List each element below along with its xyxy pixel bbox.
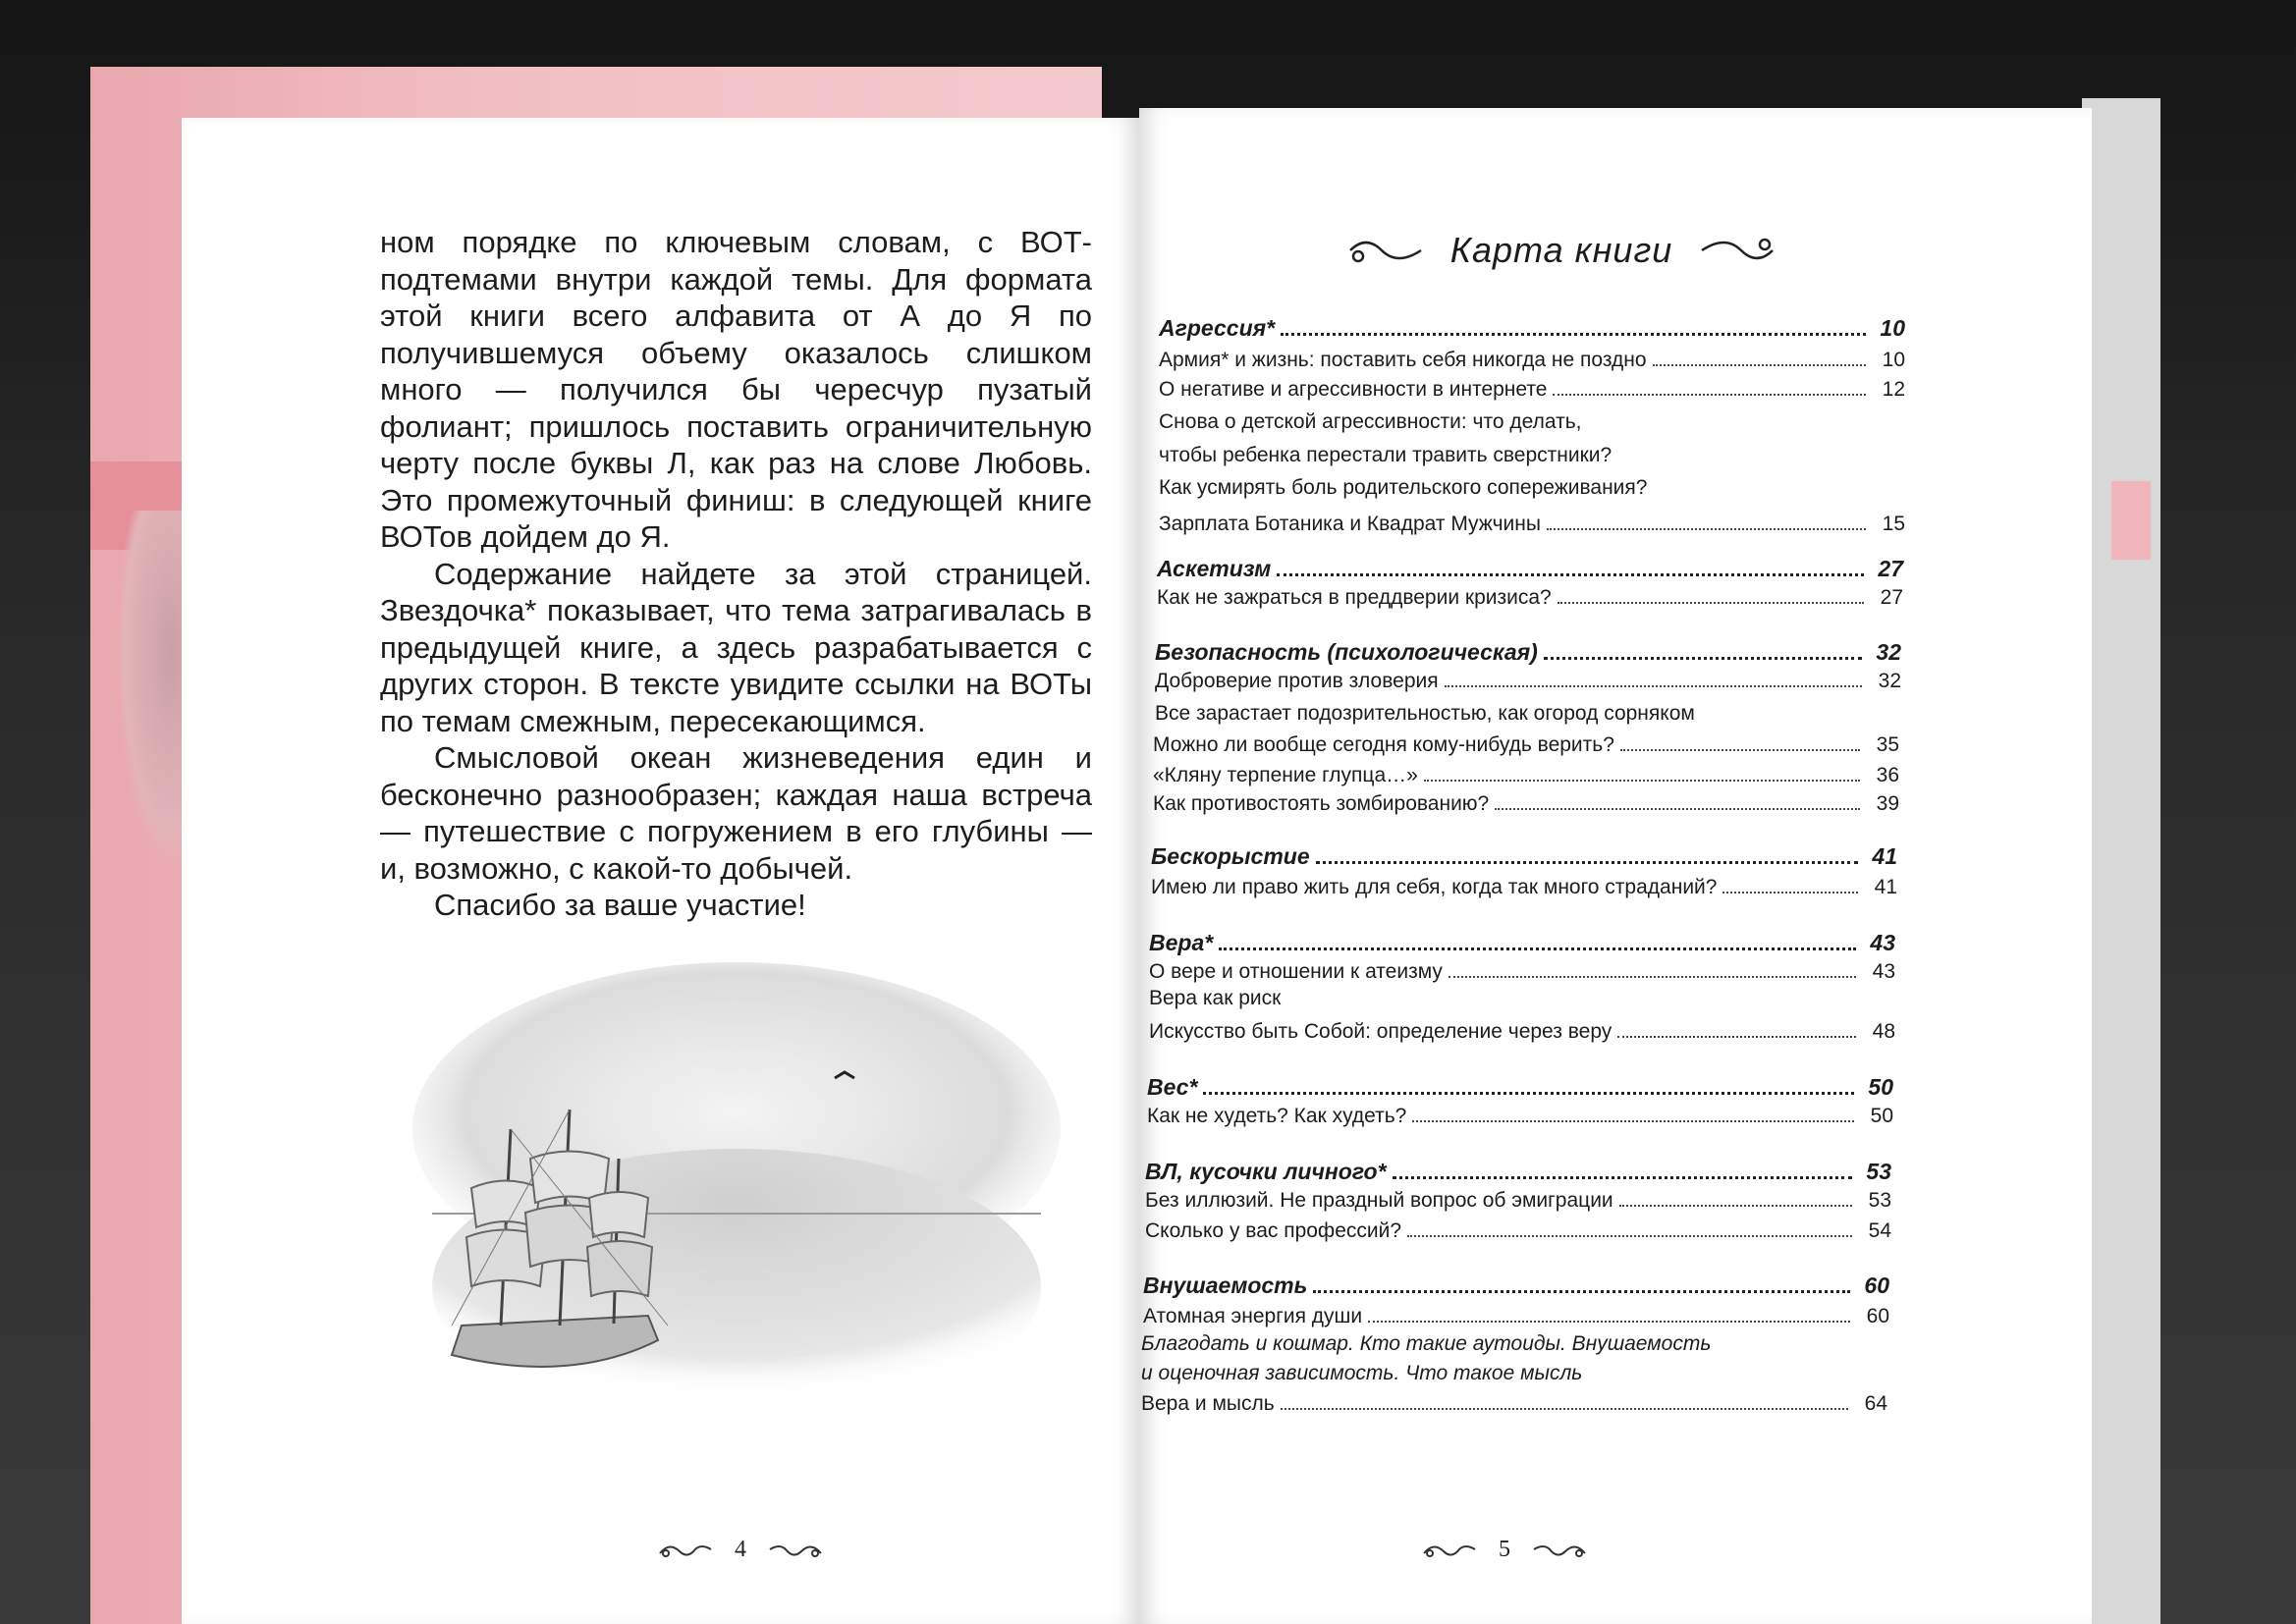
ship-illustration [412, 962, 1061, 1424]
toc-entry-title: Как не зажраться в преддверии кризиса? [1157, 586, 1552, 609]
right-page-folio [1422, 1537, 1587, 1563]
toc-entry [1141, 1332, 1887, 1356]
toc-dot-leader [1424, 780, 1860, 782]
toc-entry-title: Бескорыстие [1151, 843, 1310, 869]
toc-entry [1147, 1105, 1893, 1128]
toc-entry-page: 27 [1880, 586, 1903, 609]
right-page-number: 5 [1499, 1537, 1510, 1562]
paragraph-3: Смысловой океан жизневедения един и бесконечно разнообразен; каждая наша встреча — путешествие с погружением в его глубины — и, возможно, с какой-то добычей. [380, 740, 1092, 886]
toc-dot-leader [1281, 333, 1866, 336]
toc-entry-title: Имею ли право жить для себя, когда так много страданий? [1151, 876, 1718, 898]
toc-entry-title: Вера* [1149, 930, 1214, 955]
toc-section-heading [1155, 639, 1901, 666]
toc-entry-page: 64 [1864, 1392, 1887, 1415]
toc-entry-page: 53 [1868, 1189, 1891, 1212]
toc-section-heading [1149, 930, 1895, 956]
toc-entry-page: 32 [1878, 670, 1901, 692]
toc-entry [1153, 733, 1899, 757]
toc-title-block [1316, 221, 1807, 280]
toc-entry [1143, 1305, 1889, 1328]
toc-entry [1151, 876, 1897, 899]
toc-entry-title: Вес* [1147, 1074, 1198, 1100]
toc-dot-leader [1722, 892, 1858, 893]
toc-entry-page: 60 [1864, 1272, 1889, 1298]
toc-dot-leader [1316, 861, 1858, 864]
toc-section-heading [1147, 1074, 1893, 1101]
toc-section-heading [1159, 315, 1905, 342]
toc-dot-leader [1449, 976, 1856, 978]
toc-dot-leader [1412, 1120, 1854, 1122]
toc-section-heading [1143, 1272, 1889, 1299]
toc-entry-page: 41 [1872, 843, 1897, 869]
toc-entry-page: 54 [1868, 1219, 1891, 1242]
toc-entry [1141, 1392, 1887, 1416]
right-stripe [2111, 481, 2151, 560]
right-flourish-icon [1532, 1540, 1587, 1561]
toc-entry-page: 10 [1882, 349, 1905, 371]
toc-entry-title: Зарплата Ботаника и Квадрат Мужчины [1159, 513, 1541, 535]
toc-entry-title: О негативе и агрессивности в интернете [1159, 378, 1548, 401]
right-background-edge [2082, 98, 2160, 1624]
toc-entry-title: Армия* и жизнь: поставить себя никогда не поздно [1159, 349, 1647, 371]
toc-dot-leader [1619, 1205, 1852, 1207]
toc-dot-leader [1368, 1321, 1850, 1323]
toc-entry [1153, 764, 1899, 787]
toc-entry-title: Искусство быть Собой: определение через веру [1149, 1020, 1613, 1043]
toc-entry [1149, 1020, 1895, 1044]
toc-entry-title: Доброверие против зловерия [1155, 670, 1439, 692]
toc-entry-title: Вера как риск [1149, 987, 1282, 1009]
toc-entry-title: Снова о детской агрессивности: что делать, [1159, 410, 1582, 433]
toc-entry-title: Можно ли вообще сегодня кому-нибудь верить? [1153, 733, 1614, 756]
left-page-number: 4 [735, 1537, 746, 1562]
toc-entry-page: 53 [1866, 1159, 1891, 1184]
toc-entry-page: 48 [1872, 1020, 1895, 1043]
toc-entry [1159, 378, 1905, 402]
toc-entry-title: Благодать и кошмар. Кто такие аутоиды. Внушаемость [1141, 1332, 1712, 1355]
toc-dot-leader [1547, 528, 1866, 530]
toc-title: Карта книги [1449, 230, 1673, 270]
toc-entry [1145, 1189, 1891, 1213]
toc-entry [1159, 513, 1905, 536]
toc-entry [1149, 960, 1895, 984]
toc-entry-page: 41 [1874, 876, 1897, 898]
toc-entry [1159, 476, 1905, 500]
toc-entry [1141, 1362, 1887, 1385]
toc-entry-title: Как противостоять зомбированию? [1153, 792, 1490, 815]
toc-entry-page: 15 [1882, 513, 1905, 535]
toc-entry-title: «Кляну терпение глупца…» [1153, 764, 1418, 786]
title-flourish-left-icon [1346, 231, 1425, 270]
paragraph-4: Спасибо за ваше участие! [434, 888, 806, 922]
toc-entry-title: ВЛ, кусочки личного* [1145, 1159, 1387, 1184]
toc-dot-leader [1313, 1290, 1850, 1293]
paragraph-1: ном порядке по ключевым словам, с ВОТ-подтемами внутри каждой темы. Для формата этой книги всего алфавита от А до Я по получившемуся объему оказалось слишком много — получился бы чересчур пузатый фолиант; пришлось поставить ограничительную черту после буквы Л, как раз на слове Любовь. Это промежуточный финиш: в следующей книге ВОТов дойдем до Я. [380, 225, 1092, 554]
ship-drawing [412, 962, 1061, 1424]
toc-section-heading [1151, 843, 1897, 870]
title-flourish-right-icon [1698, 231, 1777, 270]
toc-dot-leader [1653, 364, 1866, 366]
toc-dot-leader [1495, 808, 1860, 810]
toc-entry-title: Как усмирять боль родительского сопереживания? [1159, 476, 1648, 499]
toc-entry-title: чтобы ребенка перестали травить сверстники? [1159, 444, 1613, 466]
toc-entry-page: 50 [1870, 1105, 1893, 1127]
left-page-folio [658, 1537, 823, 1563]
toc-entry [1157, 586, 1903, 610]
toc-entry-page: 27 [1878, 556, 1903, 581]
toc-entry-page: 32 [1876, 639, 1901, 665]
toc-entry-title: Все зарастает подозрительностью, как огород сорняком [1155, 702, 1695, 725]
toc-entry-title: Вера и мысль [1141, 1392, 1275, 1415]
toc-entry-page: 36 [1876, 764, 1899, 786]
toc-entry-title: Агрессия* [1159, 315, 1276, 341]
toc-dot-leader [1219, 947, 1856, 950]
toc-entry [1159, 349, 1905, 372]
toc-dot-leader [1445, 685, 1862, 687]
toc-entry-title: Без иллюзий. Не праздный вопрос об эмиграции [1145, 1189, 1613, 1212]
toc-entry-title: и оценочная зависимость. Что такое мысль [1141, 1362, 1583, 1384]
toc-dot-leader [1281, 1408, 1848, 1410]
toc-entry-title: Внушаемость [1143, 1272, 1308, 1298]
toc-section-heading [1145, 1159, 1891, 1185]
toc-dot-leader [1620, 749, 1860, 751]
left-flourish-icon [1422, 1540, 1477, 1561]
left-page-body [380, 224, 1092, 924]
left-flourish-icon [658, 1540, 713, 1561]
toc-entry-page: 12 [1882, 378, 1905, 401]
toc-dot-leader [1617, 1036, 1856, 1038]
paragraph-2: Содержание найдете за этой страницей. Звездочка* показывает, что тема затрагивалась в предыдущей книге, а здесь разрабатывается с других сторон. В тексте увидите ссылки на ВОТы по темам смежным, пересекающимся. [380, 556, 1092, 738]
right-flourish-icon [768, 1540, 823, 1561]
toc-entry-title: Сколько у вас профессий? [1145, 1219, 1402, 1242]
toc-dot-leader [1553, 394, 1866, 396]
toc-dot-leader [1203, 1092, 1854, 1095]
toc-entry-page: 60 [1866, 1305, 1889, 1327]
toc-entry [1155, 702, 1901, 726]
toc-dot-leader [1558, 602, 1864, 604]
toc-entry-page: 35 [1876, 733, 1899, 756]
toc-entry-title: О вере и отношении к атеизму [1149, 960, 1443, 983]
toc-entry-title: Безопасность (психологическая) [1155, 639, 1538, 665]
toc-entry-title: Как не худеть? Как худеть? [1147, 1105, 1407, 1127]
toc-dot-leader [1277, 573, 1864, 576]
toc-entry [1159, 410, 1905, 434]
toc-entry [1153, 792, 1899, 816]
toc-dot-leader [1407, 1235, 1852, 1237]
toc-entry-page: 43 [1872, 960, 1895, 983]
toc-entry [1149, 987, 1895, 1010]
toc-entry [1159, 444, 1905, 467]
toc-entry-page: 39 [1876, 792, 1899, 815]
toc-dot-leader [1544, 657, 1862, 660]
toc-entry [1145, 1219, 1891, 1243]
toc-entry-page: 43 [1870, 930, 1895, 955]
toc-entry-page: 50 [1868, 1074, 1893, 1100]
toc-dot-leader [1393, 1176, 1852, 1179]
toc-entry-title: Атомная энергия души [1143, 1305, 1363, 1327]
toc-entry-title: Аскетизм [1157, 556, 1272, 581]
toc-section-heading [1157, 556, 1903, 582]
toc-entry-page: 10 [1880, 315, 1905, 341]
toc-entry [1155, 670, 1901, 693]
